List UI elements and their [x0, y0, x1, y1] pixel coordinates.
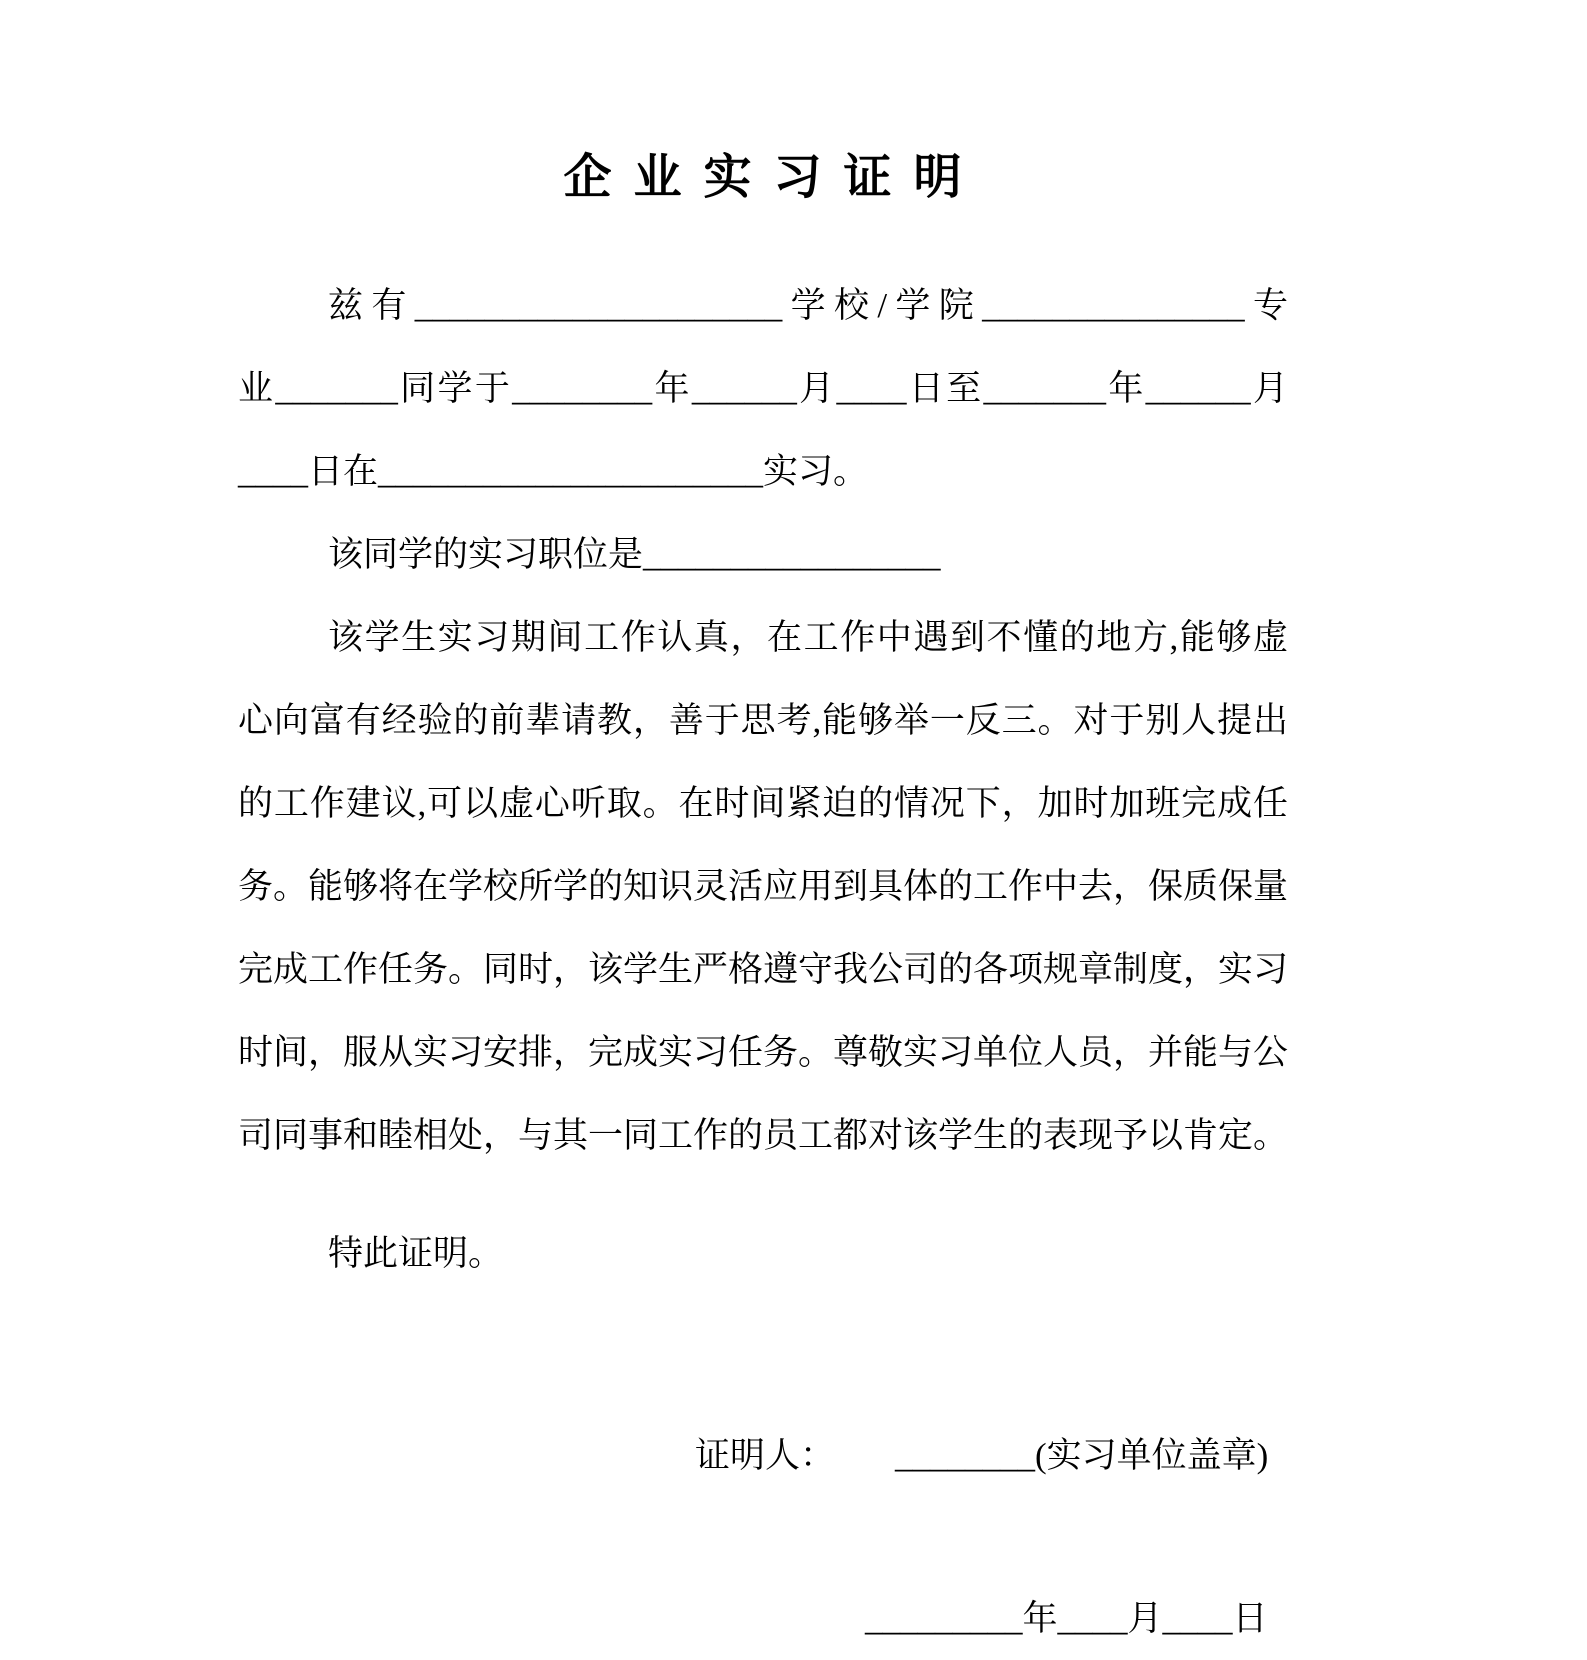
- intro-line-1: 兹有_____________________学校/学院_______________专: [328, 286, 1288, 325]
- evaluation-line-1: 该学生实习期间工作认真，在工作中遇到不懂的地方,能够虚: [328, 618, 1288, 657]
- evaluation-line-4: 务。能够将在学校所学的知识灵活应用到具体的工作中去，保质保量: [238, 867, 1289, 906]
- evaluation-paragraph: [238, 596, 1288, 1177]
- document-content: [238, 0, 1288, 1660]
- signature-label: 证明人：: [695, 1436, 836, 1475]
- document-title: 企 业 实 习 证 明: [563, 151, 963, 204]
- signature-line: [695, 1414, 1288, 1497]
- position-line: 该同学的实习职位是_________________: [328, 535, 941, 574]
- evaluation-line-3: 的工作建议,可以虚心听取。在时间紧迫的情况下，加时加班完成任: [238, 784, 1288, 823]
- signature-blank: ________: [895, 1436, 1036, 1475]
- evaluation-line-2: 心向富有经验的前辈请教，善于思考,能够举一反三。对于别人提出: [238, 701, 1288, 740]
- evaluation-line-5: 完成工作任务。同时，该学生严格遵守我公司的各项规章制度，实习: [238, 950, 1289, 989]
- closing-line: 特此证明。: [328, 1234, 504, 1273]
- date-line: _________年____月____日: [865, 1599, 1268, 1638]
- evaluation-line-6: 时间，服从实习安排，完成实习任务。尊敬实习单位人员，并能与公: [238, 1033, 1289, 1072]
- intro-paragraph: [238, 264, 1288, 513]
- position-paragraph: [238, 513, 1288, 596]
- signature-stamp-note: (实习单位盖章): [1035, 1436, 1269, 1475]
- intro-line-2: 业_______同学于________年______月____日至_______年______月: [238, 369, 1288, 408]
- evaluation-line-7: 司同事和睦相处，与其一同工作的员工都对该学生的表现予以肯定。: [238, 1116, 1289, 1155]
- intro-line-3: ____日在______________________实习。: [238, 452, 869, 491]
